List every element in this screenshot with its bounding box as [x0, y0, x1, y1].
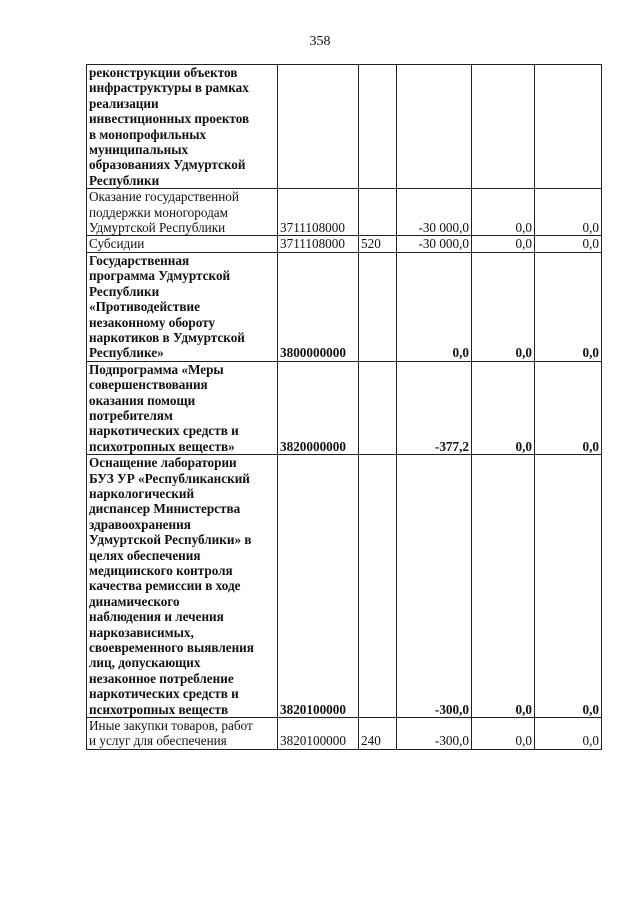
row-name-line: Субсидии: [89, 236, 145, 252]
row-name-line: реализации: [89, 95, 159, 111]
row-name-line: оказания помощи: [89, 392, 196, 408]
row-name-line: Государственная: [89, 252, 190, 268]
row-name-line: медицинского контроля: [89, 563, 233, 578]
row-name-line: Подпрограмма «Меры: [89, 361, 224, 377]
amount-year3-cell: [535, 65, 602, 189]
row-name-line: наркотиков в Удмуртской: [89, 329, 245, 345]
table-row: [87, 455, 602, 718]
table-row: [87, 65, 602, 189]
row-name-cell: [87, 718, 278, 750]
table-row: [87, 189, 602, 236]
table-row: [87, 236, 602, 252]
target-item-code-cell: 3800000000: [278, 252, 359, 361]
row-name-line: Оказание государственной: [89, 189, 239, 205]
amount-year3-cell: 0,0: [535, 361, 602, 454]
row-name-line: Иные закупки товаров, работ: [89, 718, 253, 734]
row-name-line: Республики: [89, 283, 160, 299]
amount-change-cell: 0,0: [397, 252, 472, 361]
row-name-line: потребителям: [89, 407, 173, 423]
amount-year2-cell: 0,0: [472, 236, 535, 252]
expense-type-cell: [359, 455, 397, 718]
row-name-line: программа Удмуртской: [89, 268, 231, 284]
row-name-cell: [87, 252, 278, 361]
expense-type-cell: [359, 252, 397, 361]
row-name-line: наркозависимых,: [89, 624, 194, 640]
target-item-code-cell: 3711108000: [278, 236, 359, 252]
row-name-line: наркотических средств и: [89, 423, 239, 439]
amount-year2-cell: 0,0: [472, 718, 535, 750]
row-name-line: лиц, допускающих: [89, 655, 201, 671]
page-number: 358: [309, 34, 331, 49]
table-row: [87, 718, 602, 750]
target-item-code-cell: 3820100000: [278, 455, 359, 718]
amount-year2-cell: [472, 65, 535, 189]
row-name-cell: [87, 455, 278, 718]
row-name-line: инфраструктуры в рамках: [89, 80, 249, 96]
row-name-line: психотропных веществ: [89, 701, 229, 717]
row-name-line: БУЗ УР «Республиканский: [89, 470, 250, 486]
row-name-line: инвестиционных проектов: [89, 111, 250, 127]
row-name-line: Республике»: [89, 345, 164, 361]
target-item-code-cell: [278, 65, 359, 189]
amount-year2-cell: 0,0: [472, 361, 535, 454]
expense-type-cell: [359, 361, 397, 454]
row-name-line: муниципальных: [89, 142, 189, 158]
amount-change-cell: -377,2: [397, 361, 472, 454]
amount-change-cell: [397, 65, 472, 189]
amount-change-cell: -30 000,0: [397, 236, 472, 252]
row-name-line: в монопрофильных: [89, 126, 207, 142]
row-name-line: «Противодействие: [89, 299, 200, 315]
amount-year2-cell: 0,0: [472, 189, 535, 236]
row-name-cell: [87, 361, 278, 454]
row-name-line: наркологический: [89, 485, 195, 501]
expense-type-cell: [359, 189, 397, 236]
row-name-cell: [87, 189, 278, 236]
amount-year3-cell: 0,0: [535, 236, 602, 252]
row-name-line: незаконному обороту: [89, 314, 216, 330]
amount-year3-cell: 0,0: [535, 455, 602, 718]
expense-type-cell: 520: [359, 236, 397, 252]
expense-type-cell: [359, 65, 397, 189]
expense-type-cell: 240: [359, 718, 397, 750]
amount-change-cell: -300,0: [397, 455, 472, 718]
row-name-line: здравоохранения: [89, 516, 191, 532]
amount-year3-cell: 0,0: [535, 252, 602, 361]
row-name-line: диспансер Министерства: [89, 501, 241, 517]
amount-change-cell: -30 000,0: [397, 189, 472, 236]
target-item-code-cell: 3820100000: [278, 718, 359, 750]
row-name-line: Оснащение лаборатории: [89, 455, 237, 471]
row-name-line: Республики: [89, 172, 160, 188]
row-name-line: психотропных веществ»: [89, 438, 235, 454]
row-name-line: своевременного выявления: [89, 640, 254, 656]
row-name-line: и услуг для обеспечения: [89, 733, 227, 749]
table-row: [87, 252, 602, 361]
amount-year2-cell: 0,0: [472, 455, 535, 718]
row-name-cell: [87, 65, 278, 189]
amount-year2-cell: 0,0: [472, 252, 535, 361]
row-name-line: целях обеспечения: [89, 547, 201, 563]
target-item-code-cell: 3711108000: [278, 189, 359, 236]
row-name-line: образованиях Удмуртской: [89, 157, 246, 173]
row-name-line: наблюдения и лечения: [89, 609, 224, 625]
row-name-line: качества ремиссии в ходе: [89, 578, 241, 594]
amount-year3-cell: 0,0: [535, 189, 602, 236]
amount-year3-cell: 0,0: [535, 718, 602, 750]
row-name-line: незаконное потребление: [89, 670, 234, 686]
row-name-line: поддержки моногородам: [89, 204, 228, 220]
row-name-line: наркотических средств и: [89, 686, 239, 702]
target-item-code-cell: 3820000000: [278, 361, 359, 454]
amount-change-cell: -300,0: [397, 718, 472, 750]
row-name-line: совершенствования: [89, 377, 208, 393]
row-name-line: Удмуртской Республики: [89, 220, 226, 236]
budget-table: [86, 64, 602, 750]
row-name-line: реконструкции объектов: [89, 65, 238, 80]
row-name-line: Удмуртской Республики» в: [89, 532, 252, 548]
row-name-cell: [87, 236, 278, 252]
row-name-line: динамического: [89, 593, 180, 609]
budget-table-body: [87, 65, 602, 750]
table-row: [87, 361, 602, 454]
